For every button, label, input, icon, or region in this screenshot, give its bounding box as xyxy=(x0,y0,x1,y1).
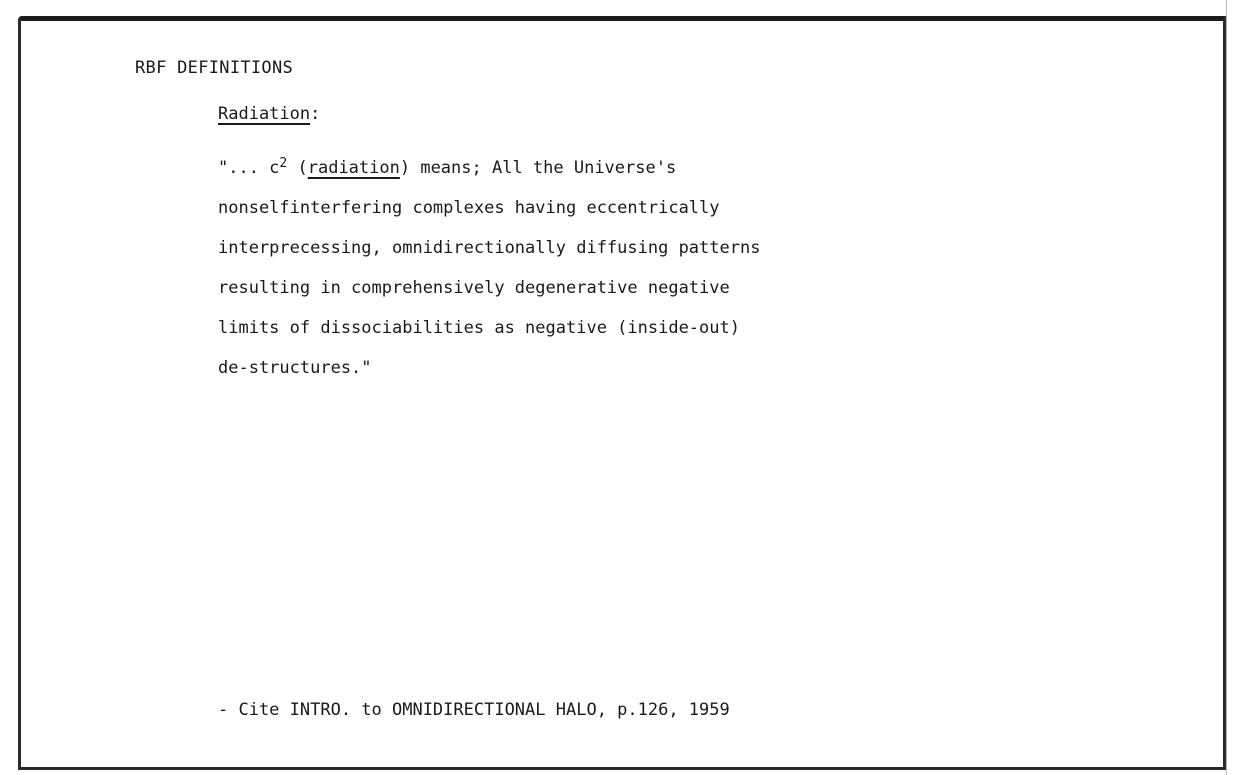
card-heading: RBF DEFINITIONS xyxy=(135,58,294,78)
quote-line-4: resulting in comprehensively degenerative negative xyxy=(218,278,730,298)
term-title xyxy=(218,104,320,124)
paren-open: ( xyxy=(287,158,308,178)
term-colon: : xyxy=(310,104,321,124)
quote-line-1 xyxy=(218,148,1158,188)
definition-card xyxy=(18,16,1226,770)
quote-line-3: interprecessing, omnidirectionally diffusing patterns xyxy=(218,238,761,258)
quote-line-2: nonselfinterfering complexes having eccentrically xyxy=(218,198,720,218)
quote-line-6: de-structures." xyxy=(218,358,372,378)
definition-quote xyxy=(218,148,1158,388)
quote-line-5: limits of dissociabilities as negative (inside-out) xyxy=(218,318,740,338)
superscript-exponent: 2 xyxy=(279,156,288,171)
citation: - Cite INTRO. to OMNIDIRECTIONAL HALO, p.126, 1959 xyxy=(218,700,730,720)
page-edge-line xyxy=(1226,0,1227,775)
quote-open: "... c xyxy=(218,158,280,178)
underlined-term: radiation xyxy=(307,158,400,178)
term-label: Radiation xyxy=(218,104,311,124)
quote-line-1-rest: ) means; All the Universe's xyxy=(399,158,677,178)
